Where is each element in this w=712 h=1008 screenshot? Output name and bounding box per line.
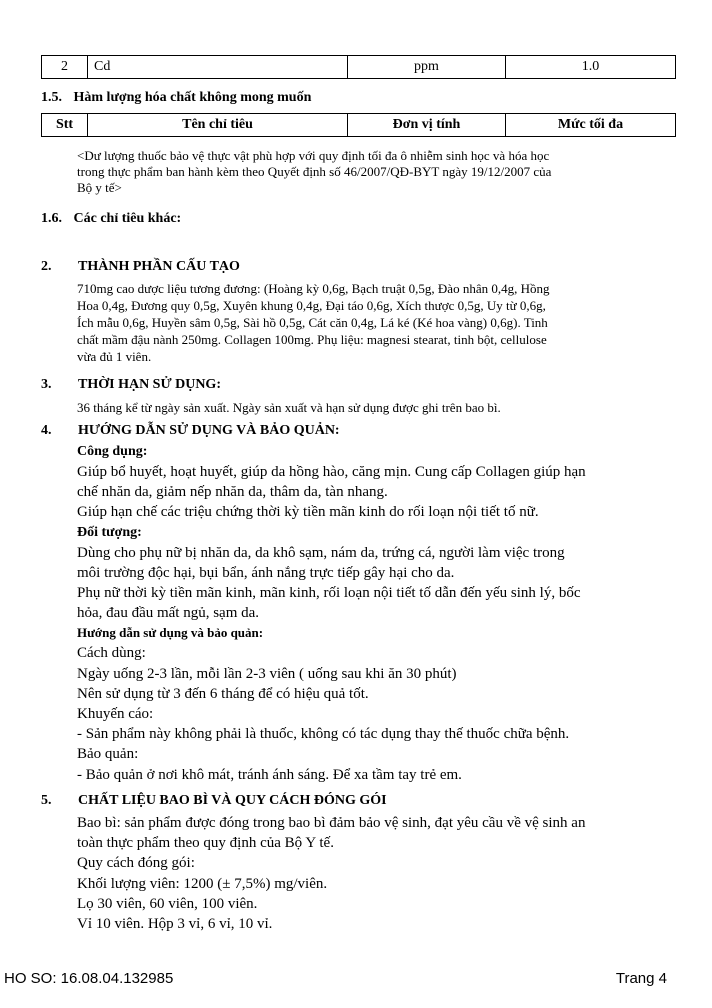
target-label: Đối tượng: bbox=[77, 524, 142, 540]
section-1-5-heading bbox=[41, 90, 311, 106]
instructions-line: Bảo quản: bbox=[77, 746, 139, 763]
target-line: Dùng cho phụ nữ bị nhăn da, da khô sạm, nám da, trứng cá, người làm việc trong bbox=[77, 544, 565, 561]
note-line: Bộ y tế> bbox=[77, 180, 122, 195]
cell-name: Cd bbox=[88, 56, 348, 79]
instructions-line: - Sản phẩm này không phải là thuốc, không có tác dụng thay thế thuốc chữa bệnh. bbox=[77, 726, 570, 743]
section-title: Các chỉ tiêu khác: bbox=[73, 211, 182, 226]
section-number: 5. bbox=[41, 793, 52, 808]
section-number: 3. bbox=[41, 377, 52, 392]
header-name: Tên chỉ tiêu bbox=[88, 114, 348, 137]
section-title: THỜI HẠN SỬ DỤNG: bbox=[78, 377, 221, 392]
cell-stt: 2 bbox=[42, 56, 88, 79]
target-line: môi trường độc hại, bụi bẩn, ánh nắng trực tiếp gây hại cho da. bbox=[77, 564, 455, 581]
instructions-line: Ngày uống 2-3 lần, mỗi lần 2-3 viên ( uống sau khi ăn 30 phút) bbox=[77, 665, 457, 682]
table-header-row bbox=[42, 114, 676, 137]
cell-unit: ppm bbox=[348, 56, 506, 79]
instructions-line: Cách dùng: bbox=[77, 645, 146, 662]
target-line: Phụ nữ thời kỳ tiền mãn kinh, mãn kinh, rối loạn nội tiết tố dẫn đến yếu sinh lý, bốc bbox=[77, 585, 581, 602]
section-number: 1.6. bbox=[41, 211, 62, 226]
section-1-6-heading bbox=[41, 211, 181, 227]
table-row bbox=[42, 56, 676, 79]
benefits-line: Giúp bổ huyết, hoạt huyết, giúp da hồng hào, căng mịn. Cung cấp Collagen giúp hạn bbox=[77, 464, 586, 480]
packaging-line: Khối lượng viên: 1200 (± 7,5%) mg/viên. bbox=[77, 875, 328, 892]
packaging-line: Vỉ 10 viên. Hộp 3 vỉ, 6 vỉ, 10 vỉ. bbox=[77, 916, 273, 933]
section-number: 1.5. bbox=[41, 90, 62, 105]
benefits-line: chế nhăn da, giảm nếp nhăn da, thâm da, tàn nhang. bbox=[77, 484, 388, 501]
section-number: 4. bbox=[41, 423, 52, 438]
benefits-label: Công dụng: bbox=[77, 444, 148, 459]
instructions-line: Khuyến cáo: bbox=[77, 706, 154, 723]
packaging-line: Bao bì: sản phẩm được đóng trong bao bì đảm bảo vệ sinh, đạt yêu cầu về vệ sinh an bbox=[77, 815, 586, 831]
composition-line: vừa đủ 1 viên. bbox=[77, 349, 152, 364]
page-number: Trang 4 bbox=[615, 970, 667, 987]
cell-max: 1.0 bbox=[506, 56, 676, 79]
note-line: <Dư lượng thuốc bảo vệ thực vật phù hợp với quy định tối đa ô nhiễm sinh học và hóa học bbox=[77, 148, 550, 163]
packaging-text bbox=[77, 813, 687, 934]
composition-line: Ích mẫu 0,6g, Huyền sâm 0,5g, Sài hồ 0,5g, Cát căn 0,4g, Lá ké (Ké hoa vàng) 0,6g). Tinh bbox=[77, 315, 548, 330]
section-title: THÀNH PHẦN CẤU TẠO bbox=[78, 259, 240, 274]
instructions-label: Hướng dẫn sử dụng và bảo quản: bbox=[77, 625, 264, 641]
composition-text bbox=[77, 280, 677, 365]
undesired-chemicals-table bbox=[41, 113, 676, 137]
residue-note bbox=[77, 148, 677, 196]
packaging-line: Quy cách đóng gói: bbox=[77, 855, 195, 872]
target-line: hỏa, đau đầu mất ngủ, sạm da. bbox=[77, 605, 260, 622]
instructions-line: - Bảo quản ở nơi khô mát, tránh ánh sáng. Để xa tầm tay trẻ em. bbox=[77, 766, 462, 783]
shelf-life-text bbox=[77, 400, 677, 416]
header-stt: Stt bbox=[42, 114, 88, 137]
packaging-line: toàn thực phẩm theo quy định của Bộ Y tế. bbox=[77, 835, 334, 852]
usage-section bbox=[77, 442, 687, 785]
composition-line: chất mầm đậu nành 250mg. Collagen 100mg. Phụ liệu: magnesi stearat, tinh bột, cellulose bbox=[77, 332, 547, 347]
dossier-number: HO SO: 16.08.04.132985 bbox=[4, 970, 174, 987]
section-title: Hàm lượng hóa chất không mong muốn bbox=[73, 90, 312, 105]
shelf-life-line: 36 tháng kể từ ngày sản xuất. Ngày sản xuất và hạn sử dụng được ghi trên bao bì. bbox=[77, 400, 501, 415]
note-line: trong thực phẩm ban hành kèm theo Quyết định số 46/2007/QĐ-BYT ngày 19/12/2007 của bbox=[77, 164, 552, 179]
packaging-line: Lọ 30 viên, 60 viên, 100 viên. bbox=[77, 895, 258, 912]
composition-line: Hoa 0,4g, Đương quy 0,5g, Xuyên khung 0,4g, Đại táo 0,6g, Xích thược 0,5g, Uy từ 0,6g, bbox=[77, 298, 546, 313]
section-number: 2. bbox=[41, 259, 52, 274]
composition-line: 710mg cao dược liệu tương đương: (Hoàng kỳ 0,6g, Bạch truật 0,5g, Đào nhân 0,4g, Hồng bbox=[77, 281, 550, 296]
instructions-line: Nên sử dụng từ 3 đến 6 tháng để có hiệu quả tốt. bbox=[77, 685, 369, 702]
section-title: HƯỚNG DẪN SỬ DỤNG VÀ BẢO QUẢN: bbox=[78, 423, 340, 438]
header-max: Mức tối đa bbox=[506, 114, 676, 137]
benefits-line: Giúp hạn chế các triệu chứng thời kỳ tiền mãn kinh do rối loạn nội tiết tố nữ. bbox=[77, 504, 539, 521]
header-unit: Đơn vị tính bbox=[348, 114, 506, 137]
contaminant-table-continued bbox=[41, 55, 676, 79]
section-title: CHẤT LIỆU BAO BÌ VÀ QUY CÁCH ĐÓNG GÓI bbox=[78, 793, 387, 808]
